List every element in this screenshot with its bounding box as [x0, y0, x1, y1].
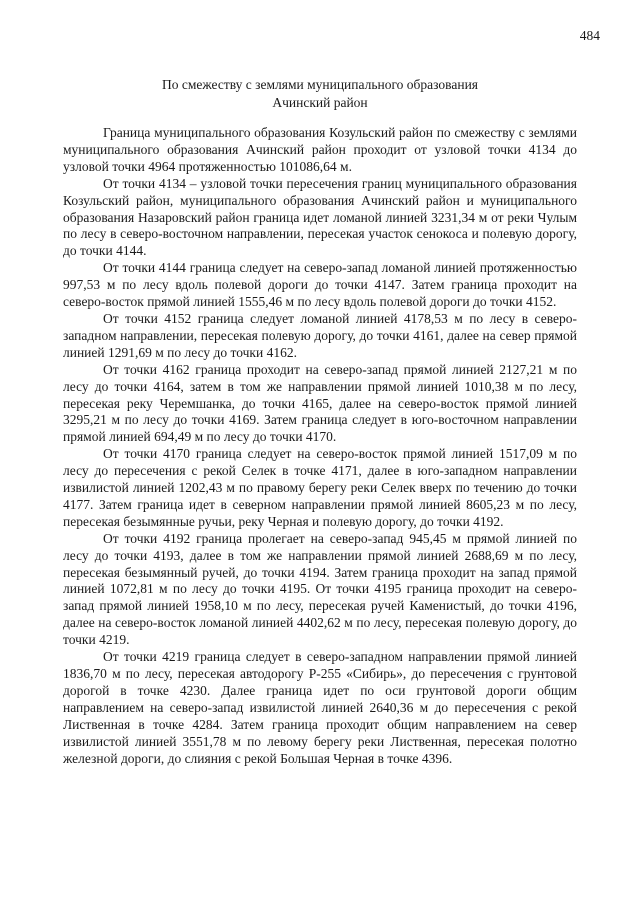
paragraph: Граница муниципального образования Козульский район по смежеству с землями муниципального образования Ачинский район проходит от узловой точки 4134 до узловой точки 4964 протяженностью 101086,64 м.: [63, 125, 577, 174]
paragraph: От точки 4192 граница пролегает на северо-запад 945,45 м прямой линией по лесу до точки 4193, далее в том же направлении прямой линией 2688,69 м по лесу, пересекая безымянный ручей, до точки 4194. Затем граница проходит на запад прямой линией 1072,81 м по лесу до точки 4195. От точки 4195 граница проходит на северо-запад прямой линией 1958,10 м по лесу, пересекая ручей Каменистый, до точки 4196, далее на северо-восток ломаной линией 4402,62 м по лесу, пересекая полевую дорогу, до точки 4219.: [63, 530, 577, 648]
paragraph: От точки 4219 граница следует в северо-западном направлении прямой линией 1836,70 м по лесу, пересекая автодорогу Р-255 «Сибирь», до пересечения с грунтовой дорогой в точке 4230. Далее граница идет по оси грунтовой дороги общим направлением на северо-запад извилистой линией 2640,36 м до пересечения с рекой Лиственная в точке 4284. Затем граница проходит общим направлением на север извилистой линией 3551,78 м по левому берегу реки Лиственная, пересекая полотно железной дороги, до слияния с рекой Большая Черная в точке 4396.: [63, 649, 577, 766]
page-number: 484: [579, 28, 600, 43]
paragraph: От точки 4152 граница следует ломаной линией 4178,53 м по лесу в северо-западном направлении, пересекая полевую дорогу, до точки 4161, далее на север прямой линией 1291,69 м по лесу до точки 4162.: [63, 310, 577, 360]
section-title-line-2: Ачинский район: [272, 95, 368, 110]
paragraph: От точки 4162 граница проходит на северо-запад прямой линией 2127,21 м по лесу до точки 4164, затем в том же направлении прямой линией 1010,38 м по лесу, пересекая реку Черемшанка, до точки 4165, далее на северо-восток прямой линией 3295,21 м по лесу до точки 4169. Затем граница следует в юго-восточном направлении прямой линией 694,49 м по лесу до точки 4170.: [63, 361, 577, 445]
paragraph: От точки 4134 – узловой точки пересечения границ муниципального образования Козульский район, муниципального образования Ачинский район и муниципального образования Назаровский район граница идет ломаной линией 3231,34 м от реки Чулым по лесу в северо-восточном направлении, пересекая участок сенокоса и полевую дорогу, до точки 4144.: [63, 175, 577, 259]
paragraph: От точки 4170 граница следует на северо-восток прямой линией 1517,09 м по лесу до пересечения с рекой Селек в точке 4171, далее в юго-западном направлении извилистой линией 1202,43 м по правому берегу реки Селек вверх по течению до точки 4177. Затем граница идет в северном направлении прямой линией 8605,23 м по лесу, пересекая безымянные ручьи, реку Черная и полевую дорогу, до точки 4192.: [63, 446, 577, 529]
paragraph: От точки 4144 граница следует на северо-запад ломаной линией протяженностью 997,53 м по лесу вдоль полевой дороги до точки 4147. Затем граница проходит на северо-восток прямой линией 1555,46 м по лесу вдоль полевой дороги до точки 4152.: [63, 260, 577, 310]
section-title: [0, 76, 640, 112]
section-title-line-1: По смежеству с землями муниципального образования: [161, 77, 479, 92]
document-body: [63, 125, 577, 767]
